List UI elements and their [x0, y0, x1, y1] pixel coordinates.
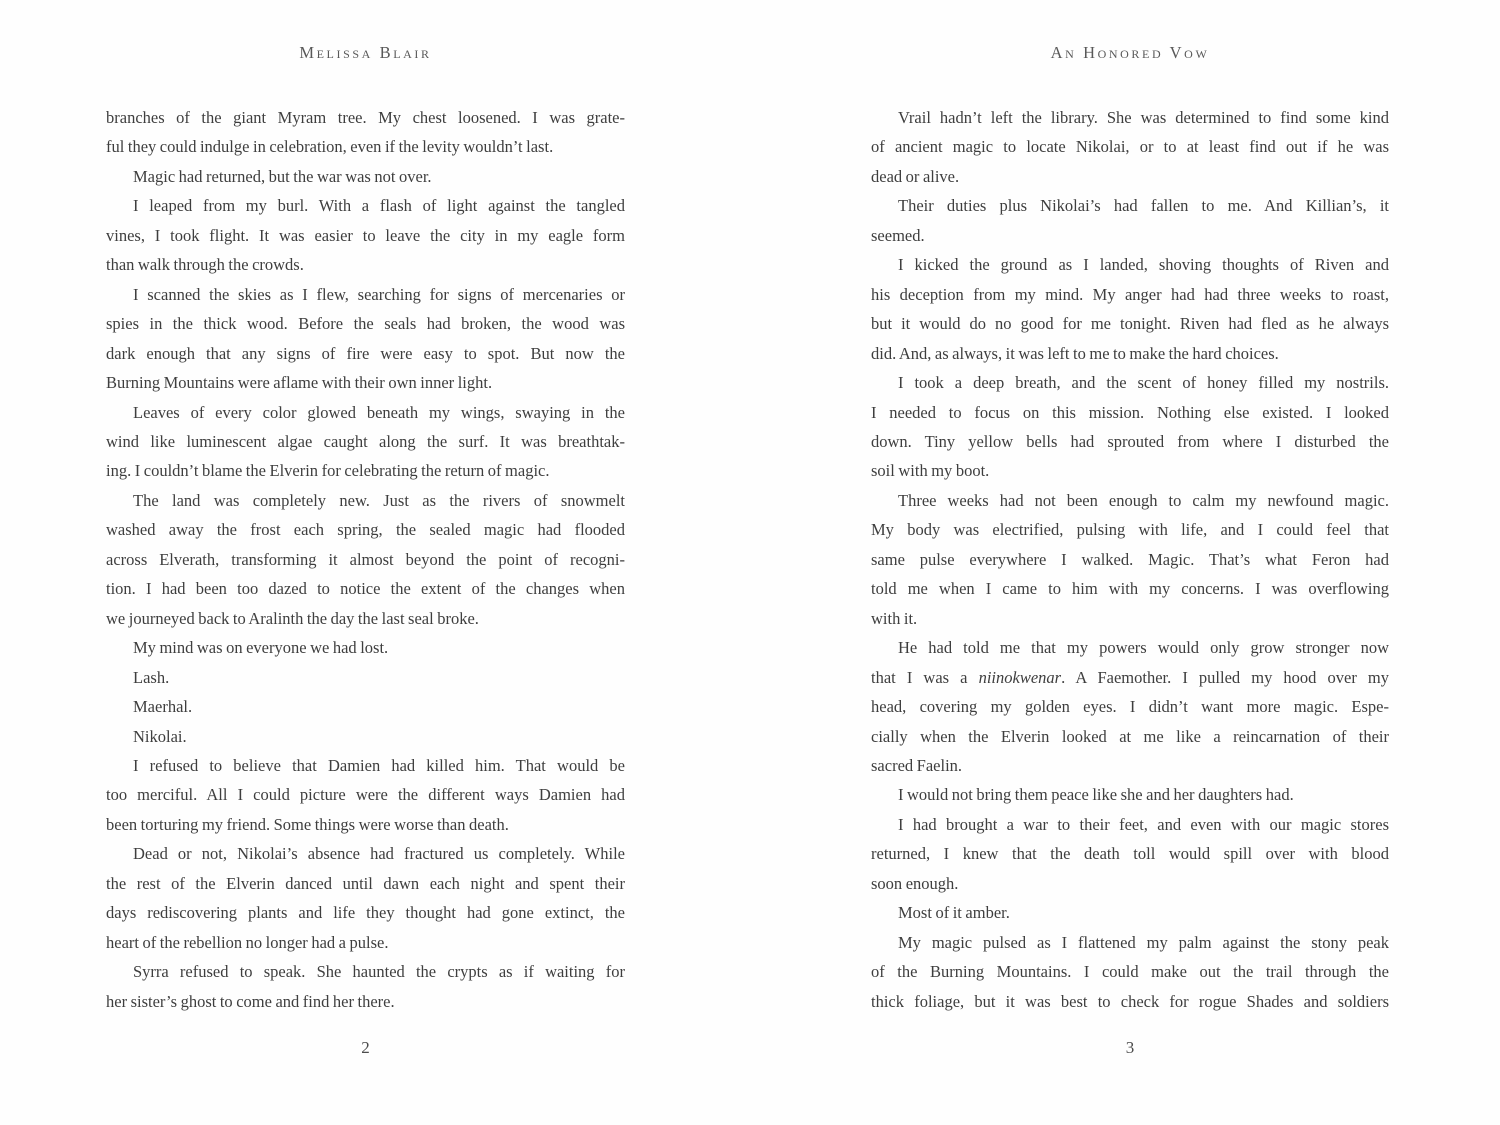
text-segment: Three weeks had not been enough to calm my newfound magic.: [898, 490, 1389, 510]
text-segment: tion. I had been too dazed to notice the extent of the changes when: [106, 579, 625, 599]
text-line: [871, 545, 1389, 574]
text-line: [106, 722, 625, 751]
text-segment: Most of it amber.: [898, 903, 1010, 923]
text-segment: ful they could indulge in celebration, even if the levity wouldn’t last.: [106, 137, 554, 157]
text-segment: I would not bring them peace like she and her daughters had.: [898, 785, 1294, 805]
text-segment: days rediscovering plants and life they thought had gone extinct, the: [106, 903, 625, 923]
text-line: [106, 427, 625, 456]
page-number-right: 3: [1125, 1038, 1135, 1057]
text-line: [871, 368, 1389, 397]
text-line: [871, 486, 1389, 515]
text-line: [871, 692, 1389, 721]
text-line: [871, 987, 1389, 1016]
text-line: [106, 604, 625, 633]
left-page: [106, 0, 625, 1125]
text-line: [106, 810, 625, 839]
text-segment: his deception from my mind. My anger had had three weeks to roast,: [871, 284, 1389, 304]
text-segment: that I was a: [871, 667, 979, 687]
text-line: [106, 545, 625, 574]
left-page-text-block: [106, 103, 625, 1016]
text-line: [106, 957, 625, 986]
text-line: [106, 928, 625, 957]
text-line: [106, 515, 625, 544]
text-line: [871, 398, 1389, 427]
text-segment: . A Faemother. I pulled my hood over my: [1061, 667, 1389, 687]
text-line: [871, 250, 1389, 279]
text-line: [871, 339, 1389, 368]
text-line: [106, 869, 625, 898]
text-segment: sacred Faelin.: [871, 755, 963, 775]
text-line: [106, 692, 625, 721]
text-segment: seemed.: [871, 225, 925, 245]
right-page-text-block: [871, 103, 1389, 1016]
text-segment: of the Burning Mountains. I could make out the trail through the: [871, 962, 1389, 982]
text-segment: Syrra refused to speak. She haunted the crypts as if waiting for: [133, 962, 625, 982]
text-line: [106, 280, 625, 309]
text-line: [871, 869, 1389, 898]
text-line: [106, 898, 625, 927]
text-line: [871, 191, 1389, 220]
text-line: [871, 722, 1389, 751]
text-line: [106, 574, 625, 603]
text-segment: we journeyed back to Aralinth the day the last seal broke.: [106, 608, 479, 628]
text-segment: Nikolai.: [133, 726, 187, 746]
text-segment: My body was electrified, pulsing with life, and I could feel that: [871, 520, 1389, 540]
text-line: [106, 103, 625, 132]
running-header-title: An Honored Vow: [1050, 43, 1210, 62]
text-segment: told me when I came to him with my concerns. I was overflowing: [871, 579, 1389, 599]
text-segment: The land was completely new. Just as the rivers of snowmelt: [133, 490, 625, 510]
text-segment: wind like luminescent algae caught along the surf. It was breathtak-: [106, 431, 625, 451]
text-line: [871, 663, 1389, 692]
text-segment: been torturing my friend. Some things were worse than death.: [106, 814, 509, 834]
text-line: [106, 221, 625, 250]
text-segment: ing. I couldn’t blame the Elverin for celebrating the return of magic.: [106, 461, 550, 481]
text-segment: did. And, as always, it was left to me to make the hard choices.: [871, 343, 1279, 363]
text-segment: returned, I knew that the death toll would spill over with blood: [871, 844, 1389, 864]
text-line: [871, 810, 1389, 839]
text-segment: I took a deep breath, and the scent of honey filled my nostrils.: [898, 373, 1389, 393]
text-segment: with it.: [871, 608, 918, 628]
text-segment: I kicked the ground as I landed, shoving thoughts of Riven and: [898, 255, 1389, 275]
text-segment: dead or alive.: [871, 166, 960, 186]
text-line: [871, 839, 1389, 868]
text-segment: too merciful. All I could picture were the different ways Damien had: [106, 785, 625, 805]
text-line: [871, 957, 1389, 986]
text-segment: cially when the Elverin looked at me like a reincarnation of their: [871, 726, 1389, 746]
text-segment: Leaves of every color glowed beneath my wings, swaying in the: [133, 402, 625, 422]
text-line: [871, 427, 1389, 456]
text-line: [871, 574, 1389, 603]
text-line: [871, 103, 1389, 132]
text-segment: Burning Mountains were aflame with their own inner light.: [106, 373, 493, 393]
text-line: [106, 309, 625, 338]
italic-term: niinokwenar: [978, 667, 1062, 687]
text-line: [106, 368, 625, 397]
text-segment: down. Tiny yellow bells had sprouted from where I disturbed the: [871, 431, 1389, 451]
text-line: [106, 339, 625, 368]
text-line: [106, 132, 625, 161]
text-line: [871, 604, 1389, 633]
text-segment: Their duties plus Nikolai’s had fallen to me. And Killian’s, it: [898, 196, 1389, 216]
text-line: [871, 309, 1389, 338]
text-segment: than walk through the crowds.: [106, 255, 304, 275]
text-line: [106, 486, 625, 515]
text-segment: I needed to focus on this mission. Nothing else existed. I looked: [871, 402, 1389, 422]
text-segment: I had brought a war to their feet, and even with our magic stores: [898, 814, 1389, 834]
text-line: [871, 515, 1389, 544]
text-segment: Vrail hadn’t left the library. She was determined to find some kind: [898, 108, 1389, 127]
text-segment: My mind was on everyone we had lost.: [133, 638, 389, 658]
text-line: [106, 751, 625, 780]
text-segment: head, covering my golden eyes. I didn’t want more magic. Espe-: [871, 697, 1389, 717]
text-line: [106, 663, 625, 692]
text-line: [871, 633, 1389, 662]
right-page: [871, 0, 1389, 1125]
text-segment: I refused to believe that Damien had killed him. That would be: [133, 755, 625, 775]
text-line: [871, 928, 1389, 957]
text-segment: My magic pulsed as I flattened my palm against the stony peak: [898, 932, 1389, 952]
text-line: [106, 456, 625, 485]
text-line: [871, 162, 1389, 191]
text-segment: heart of the rebellion no longer had a pulse.: [106, 932, 389, 952]
text-line: [871, 456, 1389, 485]
text-line: [106, 162, 625, 191]
text-segment: of ancient magic to locate Nikolai, or to at least find out if he was: [871, 137, 1389, 157]
text-line: [106, 398, 625, 427]
text-segment: thick foliage, but it was best to check for rogue Shades and soldiers: [871, 991, 1389, 1011]
text-segment: spies in the thick wood. Before the seals had broken, the wood was: [106, 314, 625, 334]
text-segment: same pulse everywhere I walked. Magic. That’s what Feron had: [871, 549, 1389, 569]
text-line: [106, 250, 625, 279]
text-segment: Maerhal.: [133, 697, 193, 717]
text-segment: washed away the frost each spring, the sealed magic had flooded: [106, 520, 625, 540]
text-segment: dark enough that any signs of fire were easy to spot. But now the: [106, 343, 625, 363]
text-line: [106, 191, 625, 220]
text-line: [106, 633, 625, 662]
text-line: [871, 780, 1389, 809]
running-header-author: Melissa Blair: [299, 43, 432, 62]
text-segment: the rest of the Elverin danced until dawn each night and spent their: [106, 873, 625, 893]
text-segment: Magic had returned, but the war was not over.: [133, 166, 432, 186]
text-line: [106, 780, 625, 809]
page-number-left: 2: [361, 1038, 370, 1057]
text-segment: soon enough.: [871, 873, 959, 893]
text-segment: I scanned the skies as I flew, searching for signs of mercenaries or: [133, 284, 625, 304]
text-line: [871, 221, 1389, 250]
text-segment: Lash.: [133, 667, 170, 687]
text-line: [871, 898, 1389, 927]
text-segment: across Elverath, transforming it almost beyond the point of recogni-: [106, 549, 625, 569]
text-segment: I leaped from my burl. With a flash of light against the tangled: [133, 196, 625, 216]
text-segment: her sister’s ghost to come and find her there.: [106, 991, 395, 1011]
text-segment: soil with my boot.: [871, 461, 990, 481]
text-segment: vines, I took flight. It was easier to leave the city in my eagle form: [106, 225, 625, 245]
text-line: [871, 751, 1389, 780]
text-line: [871, 132, 1389, 161]
text-segment: Dead or not, Nikolai’s absence had fractured us completely. While: [133, 844, 625, 864]
text-line: [106, 839, 625, 868]
text-line: [106, 987, 625, 1016]
text-line: [871, 280, 1389, 309]
text-segment: He had told me that my powers would only grow stronger now: [898, 638, 1389, 658]
text-segment: but it would do no good for me tonight. Riven had fled as he always: [871, 314, 1389, 334]
text-segment: branches of the giant Myram tree. My chest loosened. I was grate-: [106, 108, 625, 127]
